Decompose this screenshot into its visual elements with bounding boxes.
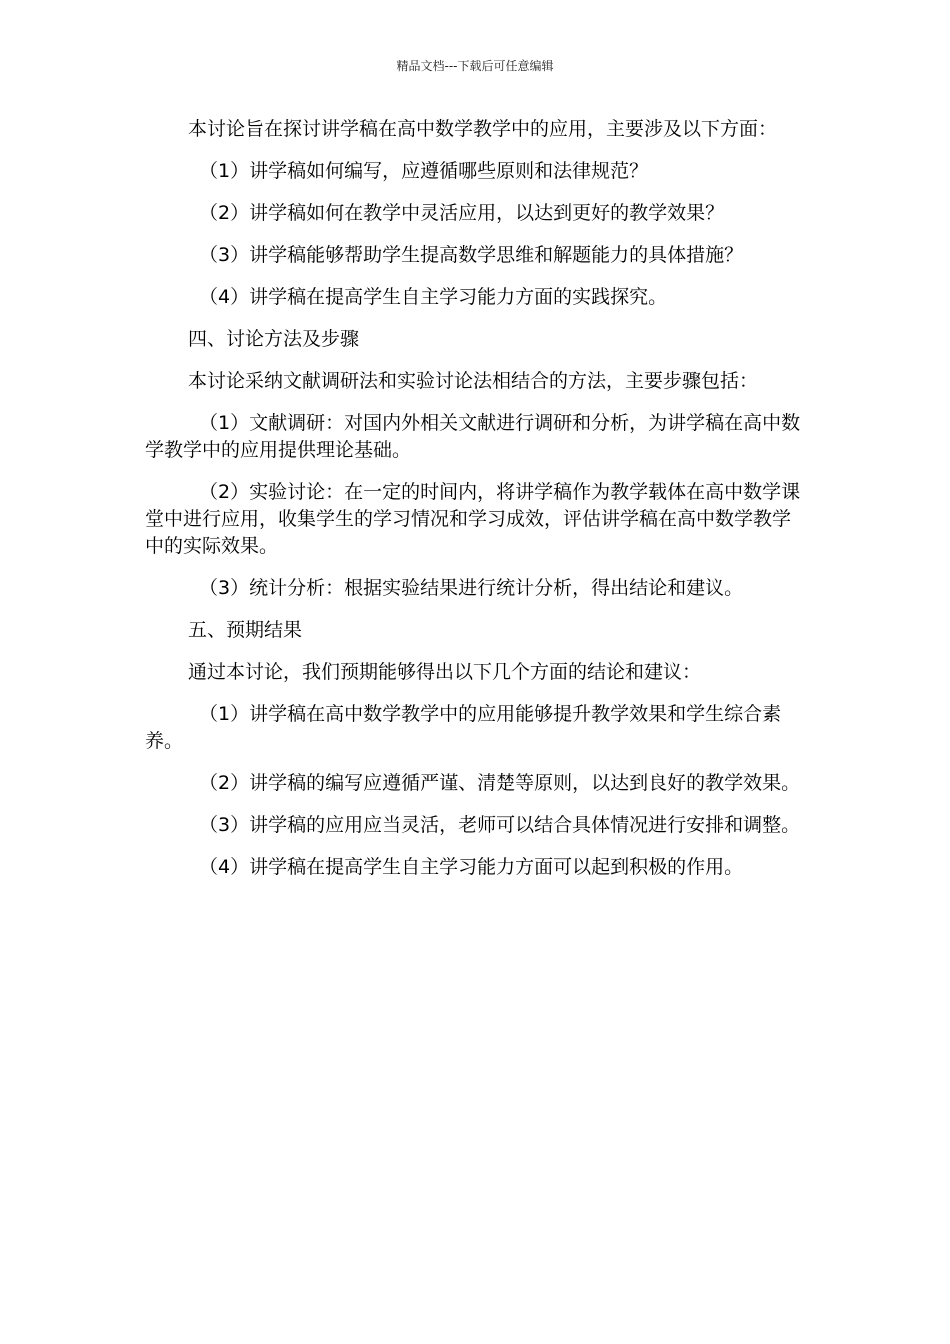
list-item: （4）讲学稿在提高学生自主学习能力方面可以起到积极的作用。 bbox=[199, 856, 744, 878]
intro-paragraph: 本讨论旨在探讨讲学稿在高中数学教学中的应用，主要涉及以下方面： bbox=[188, 118, 778, 140]
methods-paragraph: 本讨论采纳文献调研法和实验讨论法相结合的方法，主要步骤包括： bbox=[188, 370, 759, 392]
list-item: （2）讲学稿的编写应遵循严谨、清楚等原则，以达到良好的教学效果。 bbox=[199, 772, 801, 794]
page-header: 精品文档---下载后可任意编辑 bbox=[396, 59, 554, 73]
results-paragraph: 通过本讨论，我们预期能够得出以下几个方面的结论和建议： bbox=[188, 661, 702, 683]
section-heading-results: 五、预期结果 bbox=[188, 619, 303, 641]
list-item: （2）实验讨论：在一定的时间内，将讲学稿作为教学载体在高中数学课堂中进行应用，收集学生的学习情况和学习成效，评估讲学稿在高中数学教学中的实际效果。 bbox=[145, 481, 801, 557]
list-item: （1）讲学稿如何编写，应遵循哪些原则和法律规范？ bbox=[199, 160, 649, 182]
list-item: （1）文献调研：对国内外相关文献进行调研和分析，为讲学稿在高中数学教学中的应用提供理论基础。 bbox=[145, 412, 801, 461]
list-item: （3）统计分析：根据实验结果进行统计分析，得出结论和建议。 bbox=[199, 577, 744, 599]
list-item: （3）讲学稿的应用应当灵活，老师可以结合具体情况进行安排和调整。 bbox=[199, 814, 801, 836]
list-item: （2）讲学稿如何在教学中灵活应用，以达到更好的教学效果？ bbox=[199, 202, 725, 224]
list-item: （3）讲学稿能够帮助学生提高数学思维和解题能力的具体措施？ bbox=[199, 244, 744, 266]
list-item: （4）讲学稿在提高学生自主学习能力方面的实践探究。 bbox=[199, 286, 668, 308]
list-item: （1）讲学稿在高中数学教学中的应用能够提升教学效果和学生综合素养。 bbox=[145, 703, 782, 752]
section-heading-methods: 四、讨论方法及步骤 bbox=[188, 328, 360, 350]
document-body bbox=[145, 116, 807, 896]
